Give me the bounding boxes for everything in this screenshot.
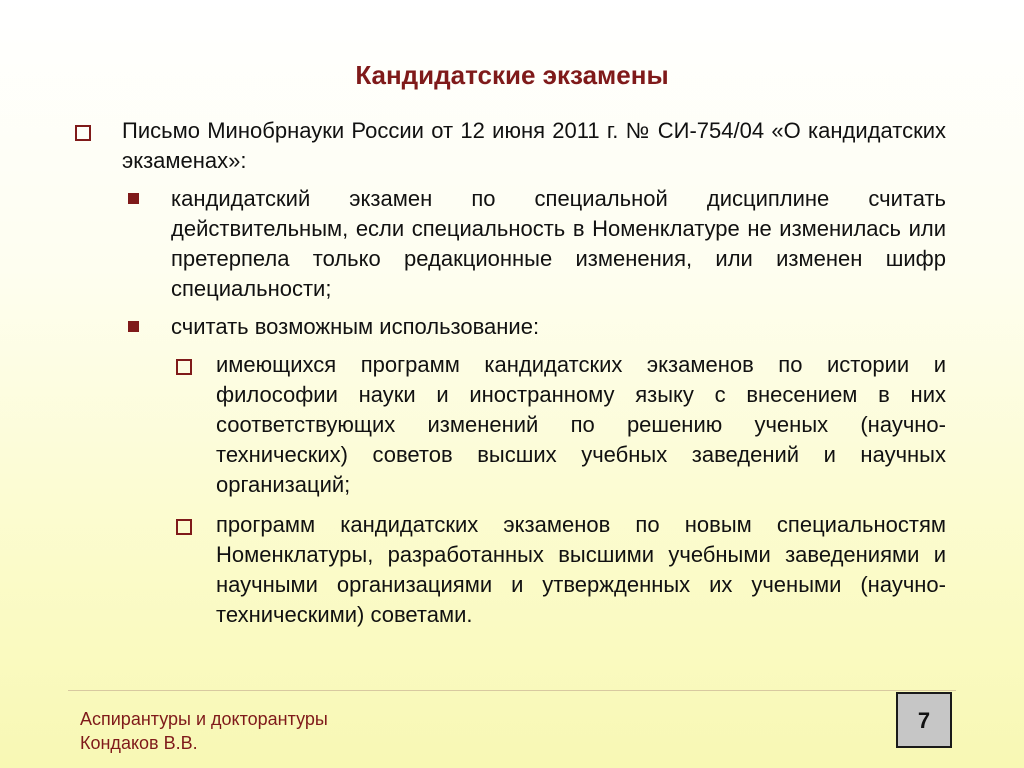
list-item-text: программ кандидатских экзаменов по новым специальностям Номенклатуры, разработанных высшими учебными заведениями и научными организациями и утвержденных их учеными (научно-техническими) советами. xyxy=(216,512,946,627)
footer-divider xyxy=(68,690,956,691)
slide-title: Кандидатские экзамены xyxy=(355,60,669,90)
list-item-level3 xyxy=(70,510,946,630)
hollow-square-bullet-icon xyxy=(176,519,192,535)
page-number: 7 xyxy=(896,692,952,748)
footer-text xyxy=(80,707,328,755)
list-item-level3 xyxy=(70,350,946,500)
hollow-square-bullet-icon xyxy=(75,125,91,141)
filled-square-bullet-icon xyxy=(128,193,139,204)
list-item-level2 xyxy=(70,184,946,304)
footer-line-author: Кондаков В.В. xyxy=(80,733,198,753)
list-item-text: считать возможным использование: xyxy=(171,314,540,339)
list-item-level2 xyxy=(70,312,946,342)
hollow-square-bullet-icon xyxy=(176,359,192,375)
filled-square-bullet-icon xyxy=(128,321,139,332)
list-item-text: имеющихся программ кандидатских экзаменов по истории и философии науки и иностранному языку с внесением в них соответствующих изменений по решению ученых (научно-технических) советов высших учебных заведений и научных организаций; xyxy=(216,352,946,497)
slide-content xyxy=(70,116,946,640)
list-item-text: кандидатский экзамен по специальной дисциплине считать действительным, если специальность в Номенклатуре не изменилась или претерпела только редакционные изменения, или изменен шифр специальности; xyxy=(171,186,946,301)
footer-line-organization: Аспирантуры и докторантуры xyxy=(80,709,328,729)
list-item-text: Письмо Минобрнауки России от 12 июня 2011 г. № СИ-754/04 «О кандидатских экзаменах»: xyxy=(122,118,946,173)
list-item-level1 xyxy=(70,116,946,176)
